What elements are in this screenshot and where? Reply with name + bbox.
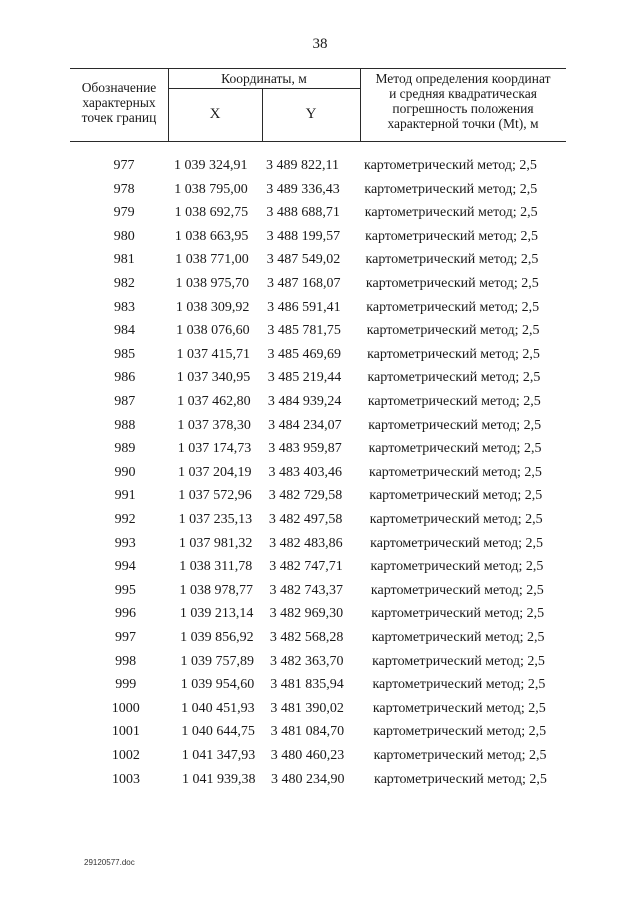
method-value: картометрический метод; 2,5 (373, 748, 547, 763)
point-number: 994 (114, 559, 136, 575)
point-number: 981 (113, 252, 135, 268)
point-number: 988 (114, 417, 136, 433)
header-method-line: Метод определения координат (375, 71, 551, 86)
method-value: картометрический метод; 2,5 (364, 181, 538, 197)
point-number: 986 (114, 370, 136, 386)
header-x: X (209, 106, 221, 122)
table-row (0, 677, 640, 701)
table-row (0, 300, 640, 324)
coord-x: 1 040 644,75 (181, 724, 255, 740)
point-number: 1000 (111, 700, 140, 716)
point-number: 990 (114, 464, 136, 480)
coord-y: 3 484 234,07 (268, 417, 342, 433)
method-value: картометрический метод; 2,5 (374, 771, 547, 787)
coord-y: 3 482 363,70 (270, 653, 344, 669)
point-number: 985 (114, 346, 136, 362)
method-value: картометрический метод; 2,5 (364, 205, 538, 221)
header-top-rule (70, 68, 566, 69)
table-row (0, 512, 640, 536)
coord-x: 1 038 309,92 (175, 299, 250, 315)
table-row (0, 441, 640, 465)
table-row (0, 606, 640, 630)
method-value: картометрический метод; 2,5 (365, 276, 539, 291)
table-row (0, 158, 640, 182)
coord-y: 3 482 497,58 (268, 512, 343, 527)
table-row (0, 205, 640, 229)
coord-y: 3 482 729,58 (268, 488, 343, 504)
coord-y: 3 487 168,07 (266, 276, 341, 291)
coord-y: 3 488 199,57 (266, 228, 341, 244)
coord-y: 3 485 219,44 (267, 370, 342, 386)
point-number: 1003 (112, 771, 140, 787)
point-number: 993 (114, 535, 136, 551)
table-row (0, 536, 640, 560)
header-method-line: характерной точки (Mt), м (387, 116, 539, 131)
table-row (0, 347, 640, 371)
point-number: 979 (113, 205, 135, 221)
header-method-line: и средняя квадратическая (389, 86, 537, 101)
coord-y: 3 486 591,41 (267, 299, 341, 315)
coord-x: 1 037 981,32 (178, 535, 253, 551)
table-row (0, 772, 640, 796)
table-row (0, 488, 640, 512)
method-value: картометрический метод; 2,5 (365, 252, 539, 268)
method-value: картометрический метод; 2,5 (370, 582, 544, 598)
coord-y: 3 482 743,37 (269, 582, 343, 598)
table-row (0, 323, 640, 347)
header-point (70, 80, 168, 125)
point-number: 983 (113, 299, 135, 315)
method-value: картометрический метод; 2,5 (366, 323, 540, 339)
coord-x: 1 041 347,93 (181, 748, 256, 763)
coord-y: 3 481 835,94 (270, 677, 344, 693)
method-value: картометрический метод; 2,5 (367, 370, 541, 386)
method-value: картометрический метод; 2,5 (369, 488, 543, 504)
method-value: картометрический метод; 2,5 (373, 724, 547, 740)
coord-y: 3 483 403,46 (268, 464, 342, 480)
point-number: 996 (114, 606, 136, 622)
coord-x: 1 038 975,70 (175, 276, 250, 291)
method-value: картометрический метод; 2,5 (370, 559, 544, 575)
coord-y: 3 480 460,23 (270, 748, 345, 763)
coord-y: 3 482 747,71 (269, 559, 343, 575)
method-value: картометрический метод; 2,5 (364, 158, 537, 173)
coord-y: 3 484 939,24 (267, 394, 342, 409)
coord-x: 1 039 954,60 (180, 677, 255, 693)
table-row (0, 418, 640, 442)
table-row (0, 370, 640, 394)
coord-y: 3 482 969,30 (269, 606, 344, 622)
coord-y: 3 485 469,69 (267, 346, 342, 362)
table-row (0, 724, 640, 748)
coord-y: 3 487 549,02 (266, 252, 341, 268)
point-number: 999 (115, 677, 137, 693)
point-number: 998 (115, 653, 137, 669)
table-row (0, 630, 640, 654)
table-row (0, 252, 640, 276)
table-row (0, 394, 640, 418)
method-value: картометрический метод; 2,5 (371, 606, 545, 622)
coord-x: 1 039 856,92 (180, 630, 254, 645)
coord-y: 3 482 483,86 (269, 535, 343, 551)
coord-x: 1 038 771,00 (175, 252, 249, 268)
coord-y: 3 482 568,28 (269, 630, 344, 645)
header-point-line: характерных (82, 95, 156, 110)
coord-x: 1 040 451,93 (181, 700, 255, 716)
coord-x: 1 037 378,30 (177, 417, 251, 433)
point-number: 991 (114, 488, 136, 504)
table-row (0, 465, 640, 489)
header-method-line: погрешность положения (392, 101, 534, 116)
method-value: картометрический метод; 2,5 (370, 535, 544, 551)
doc-id: 29120577.doc (84, 858, 135, 867)
table-row (0, 559, 640, 583)
coord-x: 1 039 757,89 (180, 653, 254, 669)
table-row (0, 583, 640, 607)
point-number: 980 (113, 228, 135, 244)
coord-x: 1 039 324,91 (174, 158, 248, 173)
header-coordinates: Координаты, м (221, 71, 307, 86)
coord-x: 1 037 340,95 (176, 370, 251, 386)
point-number: 992 (114, 512, 136, 527)
method-value: картометрический метод; 2,5 (368, 417, 542, 433)
method-value: картометрический метод; 2,5 (372, 677, 546, 693)
coord-y: 3 483 959,87 (268, 441, 342, 457)
point-number: 987 (114, 394, 136, 409)
table-row (0, 276, 640, 300)
method-value: картометрический метод; 2,5 (372, 700, 546, 716)
point-number: 997 (115, 630, 137, 645)
point-number: 1002 (111, 748, 140, 763)
coords-under-rule (168, 88, 360, 89)
coord-x: 1 041 939,38 (182, 771, 256, 787)
table-row (0, 654, 640, 678)
coord-x: 1 037 462,80 (177, 394, 251, 409)
method-value: картометрический метод; 2,5 (368, 441, 542, 457)
point-number: 984 (114, 323, 136, 339)
table-row (0, 229, 640, 253)
coord-y: 3 481 084,70 (270, 724, 345, 740)
coord-y: 3 489 822,11 (266, 158, 339, 173)
table-header (70, 68, 566, 142)
header-point-line: точек границ (81, 110, 157, 125)
coord-x: 1 038 076,60 (176, 323, 250, 339)
point-number: 989 (114, 441, 136, 457)
table-row (0, 701, 640, 725)
coord-x: 1 039 213,14 (179, 606, 254, 622)
coord-x: 1 037 235,13 (178, 512, 253, 527)
header-method (360, 71, 566, 131)
point-number: 978 (113, 181, 135, 197)
coord-x: 1 038 795,00 (174, 181, 248, 197)
table-row (0, 748, 640, 772)
header-bottom-rule (70, 141, 566, 142)
coord-x: 1 037 204,19 (178, 464, 252, 480)
point-number: 982 (113, 276, 135, 291)
point-number: 1001 (111, 724, 140, 740)
method-value: картометрический метод; 2,5 (365, 228, 539, 244)
method-value: картометрический метод; 2,5 (367, 346, 540, 362)
method-value: картометрический метод; 2,5 (367, 394, 541, 409)
header-point-line: Обозначение (81, 80, 157, 95)
coord-y: 3 480 234,90 (271, 771, 345, 787)
table-row (0, 182, 640, 206)
page-number: 38 (312, 36, 328, 52)
coord-y: 3 488 688,71 (266, 205, 340, 221)
coord-y: 3 489 336,43 (266, 181, 340, 197)
coord-x: 1 037 174,73 (177, 441, 252, 457)
point-number: 995 (114, 582, 136, 598)
method-value: картометрический метод; 2,5 (369, 512, 543, 527)
method-value: картометрический метод; 2,5 (369, 464, 542, 480)
method-value: картометрический метод; 2,5 (366, 299, 540, 315)
method-value: картометрический метод; 2,5 (371, 630, 545, 645)
coord-x: 1 038 692,75 (174, 205, 249, 221)
point-number: 977 (113, 158, 135, 173)
coord-x: 1 037 572,96 (178, 488, 252, 504)
coord-y: 3 485 781,75 (267, 323, 341, 339)
coord-y: 3 481 390,02 (270, 700, 344, 716)
coord-x: 1 038 978,77 (179, 582, 254, 598)
coord-x: 1 038 663,95 (174, 228, 249, 244)
method-value: картометрический метод; 2,5 (372, 653, 545, 669)
coord-x: 1 038 311,78 (179, 559, 253, 575)
header-y: Y (305, 106, 317, 122)
coord-x: 1 037 415,71 (176, 346, 250, 362)
